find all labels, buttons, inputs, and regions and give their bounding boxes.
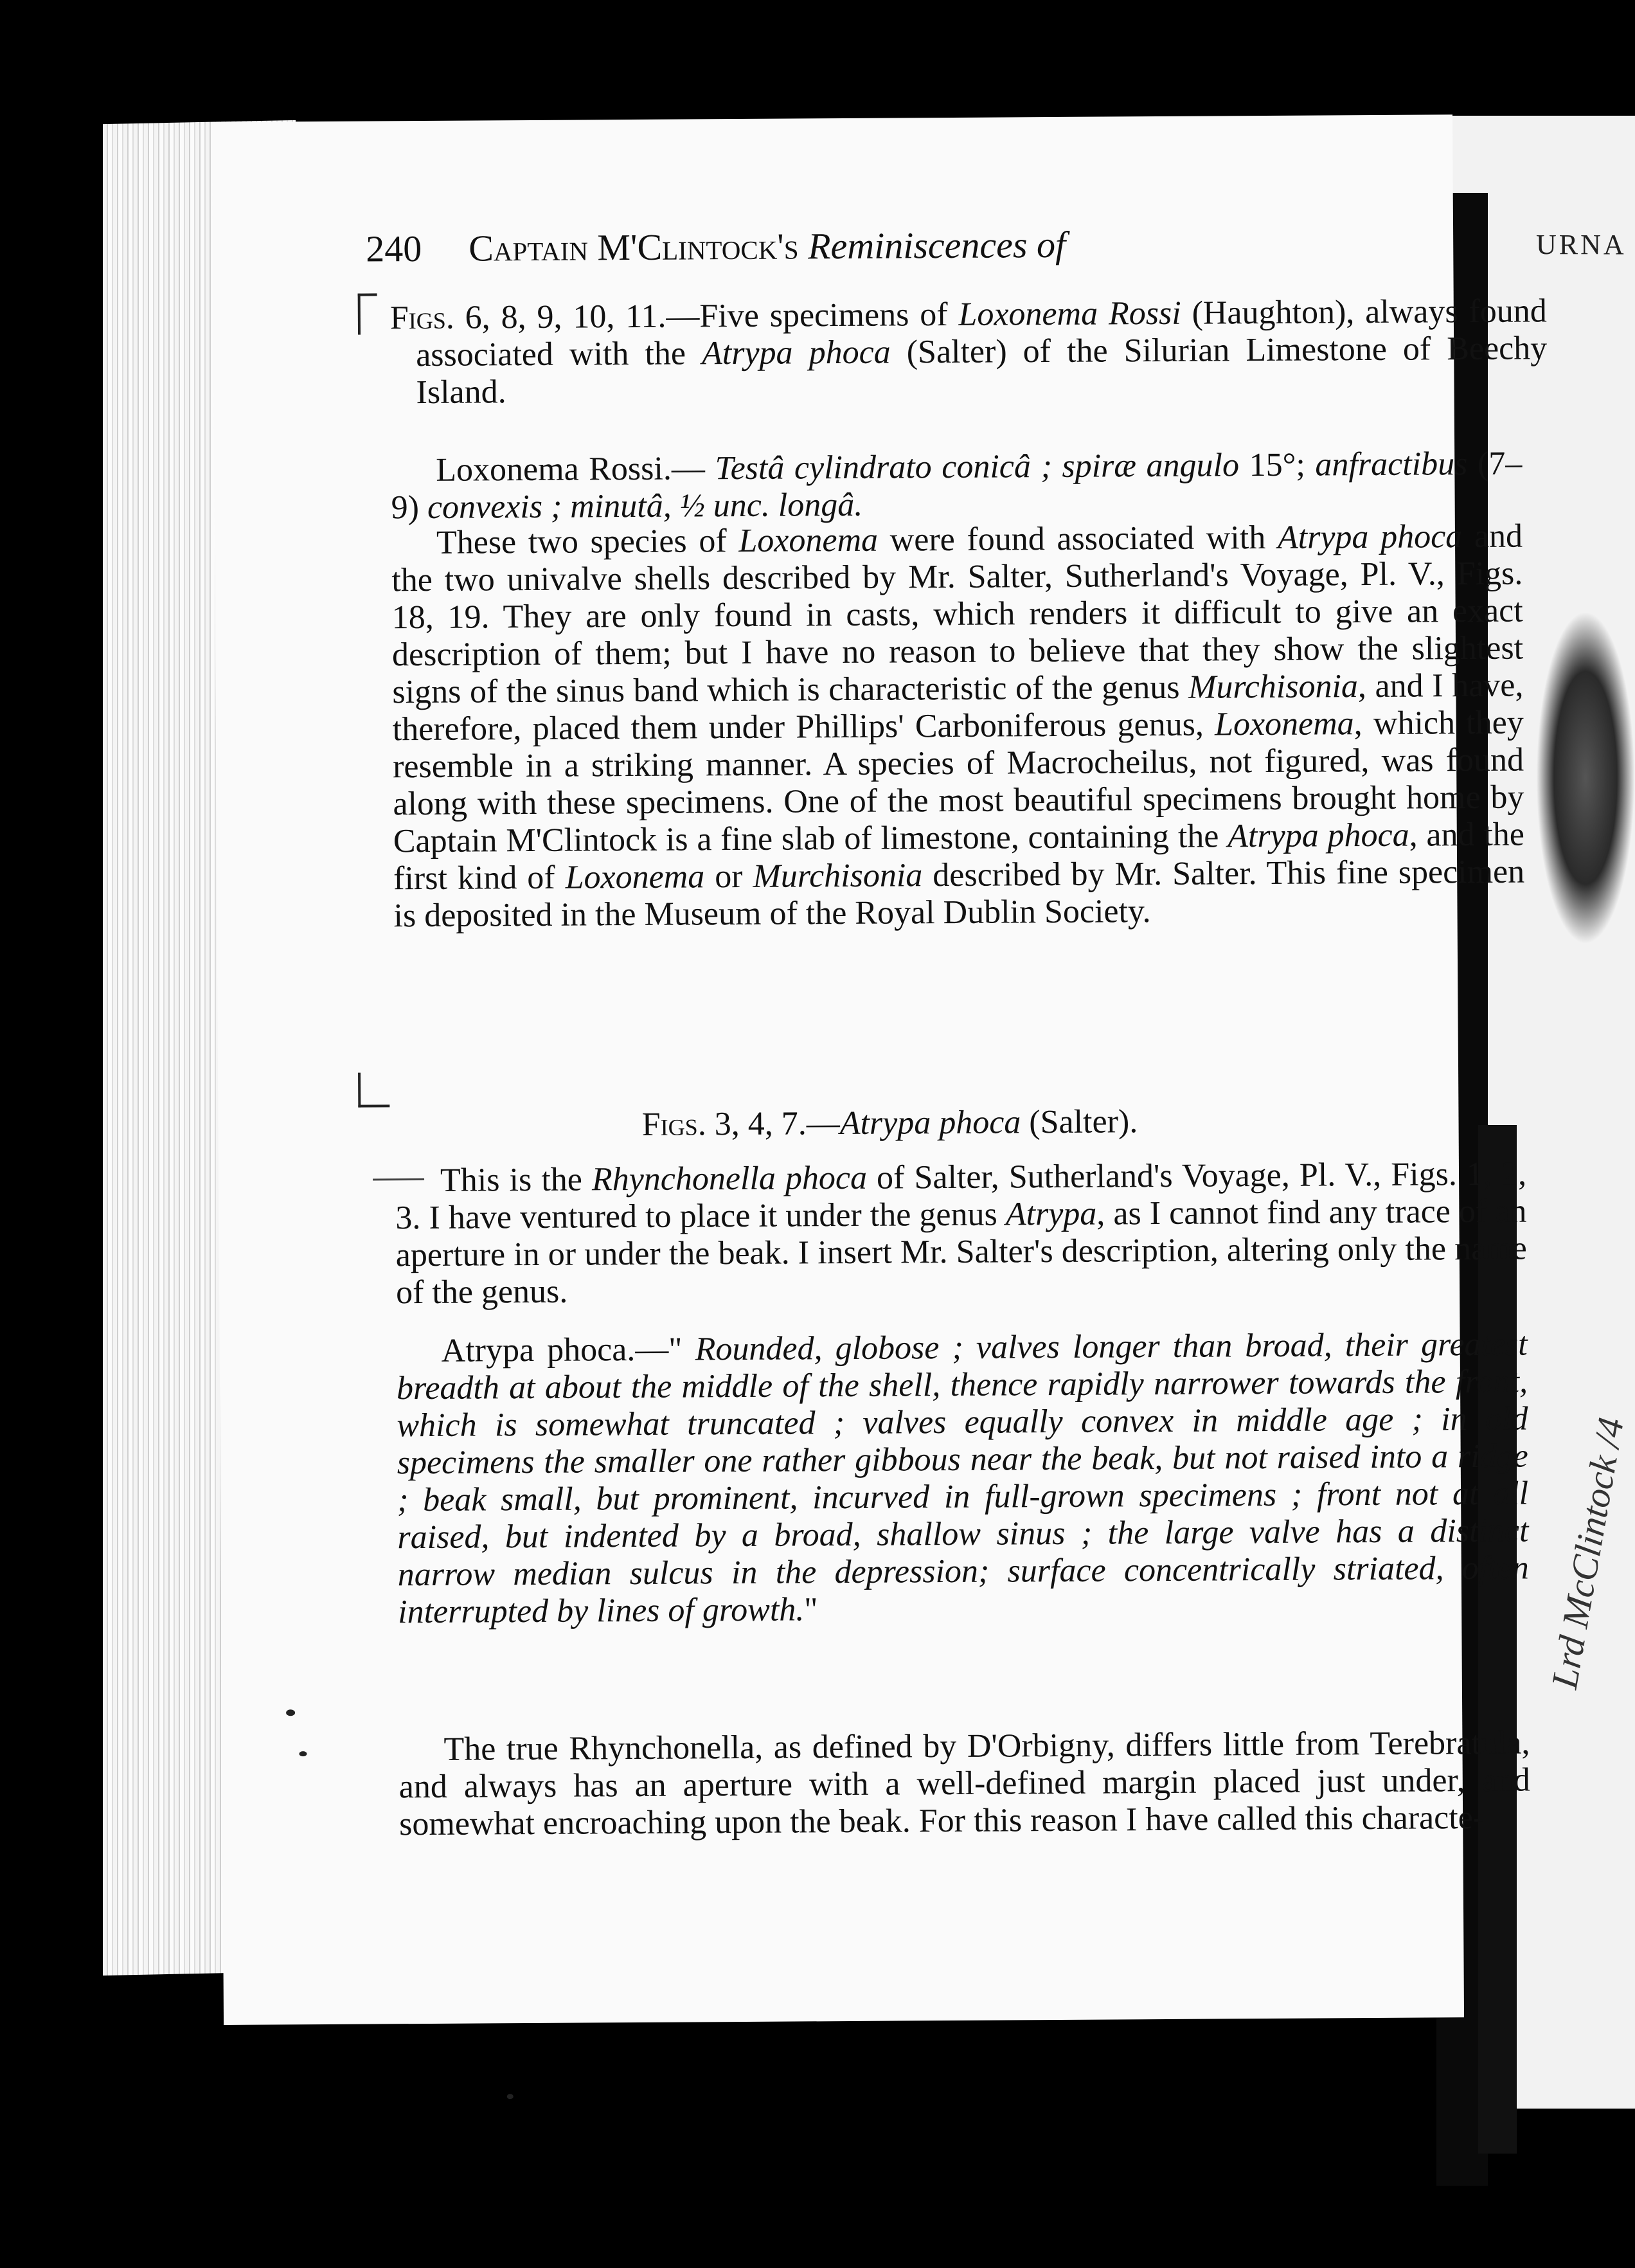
text-run: This is the [440,1161,593,1199]
italic-run: Loxonema [738,521,879,560]
page-number: 240 [366,228,422,270]
text-run: (Salter) of the Silurian Limestone of Beechy Island. [416,330,1548,411]
text-run: Atrypa phoca.—" [441,1331,695,1369]
text-run: These two species of [436,523,739,561]
text-run: of Salter, Sutherland's Voyage, Pl. V., Figs. 1, 2, 3. I have ventured to place it under the genus [395,1155,1527,1237]
italic-run: Loxonema [1214,705,1354,743]
figs-label: Figs. [389,299,454,337]
ink-speck [299,1751,307,1756]
paragraph-two-species [391,518,1525,935]
bracket-mark-top [358,293,377,334]
text-run: , and the first kind of [393,816,1524,897]
italic-run: Atrypa phoca [1228,816,1409,855]
italic-run: convexis ; minutâ, ½ unc. longâ. [427,486,863,526]
paragraph-atrypa-description [397,1326,1530,1632]
italic-run: Rhynchonella phoca [591,1159,868,1198]
text-run: , which they resemble in a striking manner. A species of Macrocheilus, not figured, was found along with these specimens. One of the most beautiful specimens brought home by Captain M'Clintock is a fine slab of limestone, containing the [392,704,1524,860]
text-run: 3, 4, 7.— [706,1105,840,1143]
text-run: described by Mr. Salter. This fine specimen is deposited in the Museum of the Royal Dublin Society. [393,853,1525,935]
running-title-author: Captain M'Clintock's [469,225,799,269]
text-run: Loxonema Rossi.— [436,450,715,489]
running-title-work: Reminiscences of [807,223,1066,267]
italic-run: Atrypa phoca [839,1104,1021,1142]
italic-run: Atrypa [1005,1195,1097,1233]
italic-run: anfractibus [1315,446,1468,483]
facing-page-header: URNA [1536,229,1627,260]
text-run: " [804,1591,818,1628]
text-run: 15°; [1238,446,1316,484]
text-run: and the two univalve shells described by Mr. Salter, Sutherland's Voyage, Pl. V., Figs. 18, 19. They are only found in casts, which renders it difficult to give an exact description of them; but I have no reason to believe that they show the slightest signs of the sinus band which is characteristic of the genus [391,518,1524,711]
ink-speck [286,1709,295,1716]
italic-run: Atrypa phoca [1277,518,1463,556]
italic-run: Testâ cylindrato conicâ ; spiræ angulo [715,447,1240,487]
ink-speck [507,2094,514,2099]
text-run: (Haughton), always found associated with the [416,292,1547,374]
book-page [212,114,1548,2025]
section-heading-figs-3-4-7 [218,1101,1458,1146]
italic-run: Murchisonia [753,857,923,895]
handwritten-margin-note: Lrd McClintock /4 [1542,1414,1632,1692]
text-run: The true Rhynchonella, as defined by D'Orbigny, differs little from Terebratula, and always has an aperture with a well-defined margin placed just under, and somewhat encroaching upon the beak. For this reason I have called this characte- [398,1724,1530,1843]
text-run: , and I have, therefore, placed them under Phillips' Carboniferous genus, [392,667,1524,748]
paragraph-rhynchonella [395,1156,1527,1312]
italic-run: Murchisonia [1188,668,1359,706]
italic-run: Atrypa phoca [701,334,891,372]
figs-label: Figs. [641,1106,706,1143]
running-title [469,223,1066,270]
italic-run: Loxonema Rossi [958,294,1181,333]
text-run: (7–9) [391,445,1523,526]
text-run: or [704,858,753,896]
text-run: were found associated with [877,519,1278,559]
torn-paper-fragment [1536,611,1635,945]
text-run: (Salter). [1021,1103,1138,1141]
paragraph-true-rhynchonella [398,1725,1530,1844]
italic-run: Loxonema [565,858,705,896]
italic-run: Rounded, globose ; valves longer than broad, their greatest breadth at about the middle of the shell, thence rapidly narrower towards the front, which is somewhat truncated ; valves equally convex in middle age ; in old specimens the smaller one rather gibbous near the beak, but not raised into a ridge ; beak small, but prominent, incurved in full-grown specimens ; front not at all raised, but indented by a broad, shallow sinus ; the large valve has a distinct narrow median sulcus in the depression; surface concentrically striated, often interrupted by lines of growth. [396,1326,1529,1631]
paragraph-loxonema-diagnosis [391,446,1523,527]
text-run: , as I cannot find any trace of an aperture in or under the beak. I insert Mr. Salter's description, altering only the name of the genus. [395,1192,1527,1311]
paragraph-figs-6-11 [390,292,1548,411]
text-run: 6, 8, 9, 10, 11.—Five specimens of [454,296,959,336]
bracket-mark-bottom [358,1072,389,1107]
